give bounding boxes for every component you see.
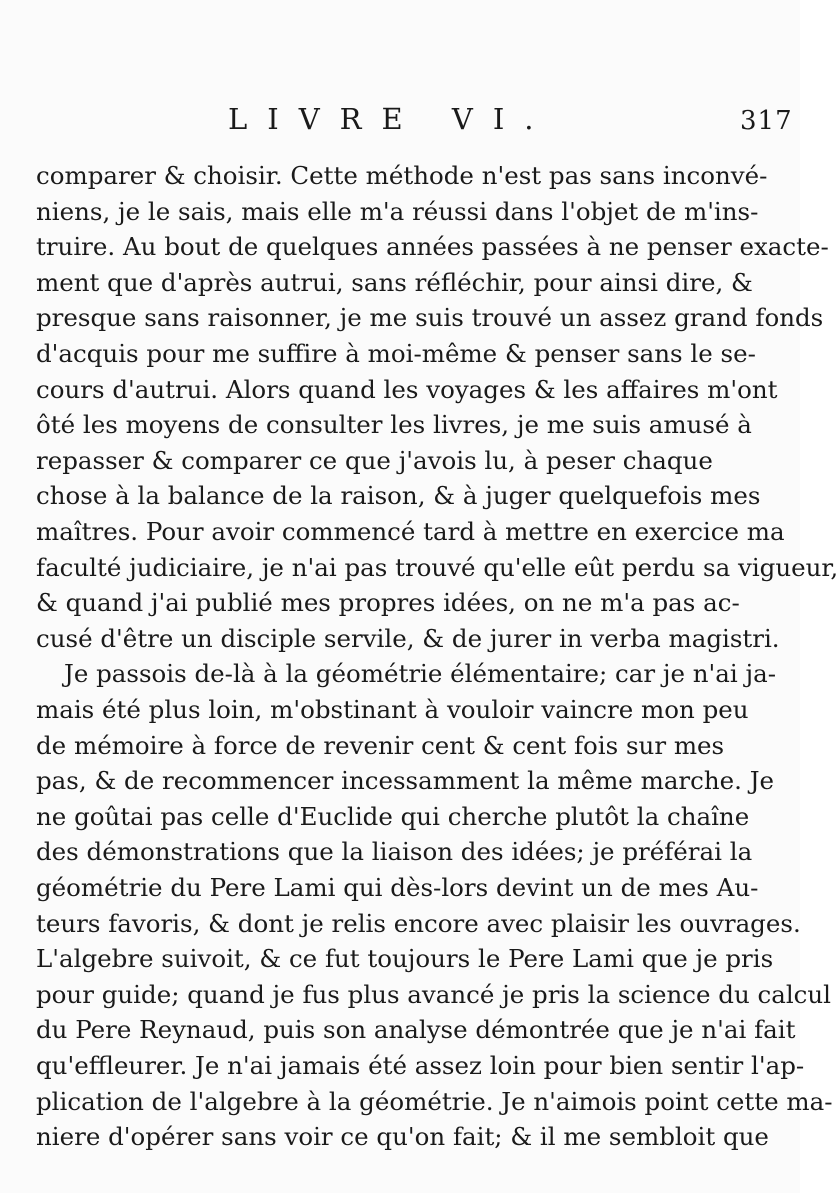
text-line: teurs favoris, & dont je relis encore avec plaisir les ouvrages. [36,908,801,938]
text-line: géométrie du Pere Lami qui dès-lors devint un de mes Au- [36,873,759,902]
text-line: chose à la balance de la raison, & à juger quelquefois mes [36,481,761,511]
text-line: presque sans raisonner, je me suis trouvé un assez grand fonds [36,303,824,333]
page-number: 317 [740,106,793,136]
text-line: truire. Au bout de quelques années passées à ne penser exacte- [36,232,829,262]
running-head: LIVRE VI. [228,102,554,136]
text-line: de mémoire à force de revenir cent & cent fois sur mes [36,730,725,760]
text-line: comparer & choisir. Cette méthode n'est pas sans inconvé- [36,161,768,190]
text-line: niere d'opérer sans voir ce qu'on fait; & il me sembloit que [36,1122,769,1152]
text-line: niens, je le sais, mais elle m'a réussi dans l'objet de m'ins- [36,196,759,226]
text-line: ôté les moyens de consulter les livres, je me suis amusé à [36,410,752,440]
body-text [0,158,838,1158]
text-line-paragraph-start: Je passois de-là à la géométrie élémentaire; car je n'ai ja- [64,659,776,689]
text-line: maîtres. Pour avoir commencé tard à mettre en exercice ma [36,517,785,546]
text-line: plication de l'algebre à la géométrie. Je n'aimois point cette ma- [36,1086,833,1116]
text-line: cusé d'être un disciple servile, & de jurer in verba magistri. [36,623,780,653]
text-line: mais été plus loin, m'obstinant à vouloir vaincre mon peu [36,695,749,724]
text-line: faculté judiciaire, je n'ai pas trouvé qu'elle eût perdu sa vigueur, [36,552,838,582]
text-line: repasser & comparer ce que j'avois lu, à peser chaque [36,445,713,475]
text-line: pas, & de recommencer incessamment la même marche. Je [36,766,775,796]
text-line: du Pere Reynaud, puis son analyse démontrée que je n'ai fait [36,1015,796,1045]
text-line: L'algebre suivoit, & ce fut toujours le Pere Lami que je pris [36,944,774,974]
text-line: qu'effleurer. Je n'ai jamais été assez loin pour bien sentir l'ap- [36,1051,805,1080]
text-line: pour guide; quand je fus plus avancé je pris la science du calcul [36,979,832,1009]
text-line: ne goûtai pas celle d'Euclide qui cherche plutôt la chaîne [36,801,750,831]
text-line: d'acquis pour me suffire à moi-même & penser sans le se- [36,339,756,368]
page-header [0,98,800,148]
text-line: & quand j'ai publié mes propres idées, on ne m'a pas ac- [36,588,740,618]
text-line: des démonstrations que la liaison des idées; je préférai la [36,837,753,867]
text-line: ment que d'après autrui, sans réfléchir, pour ainsi dire, & [36,267,753,297]
text-line: cours d'autrui. Alors quand les voyages & les affaires m'ont [36,374,778,404]
